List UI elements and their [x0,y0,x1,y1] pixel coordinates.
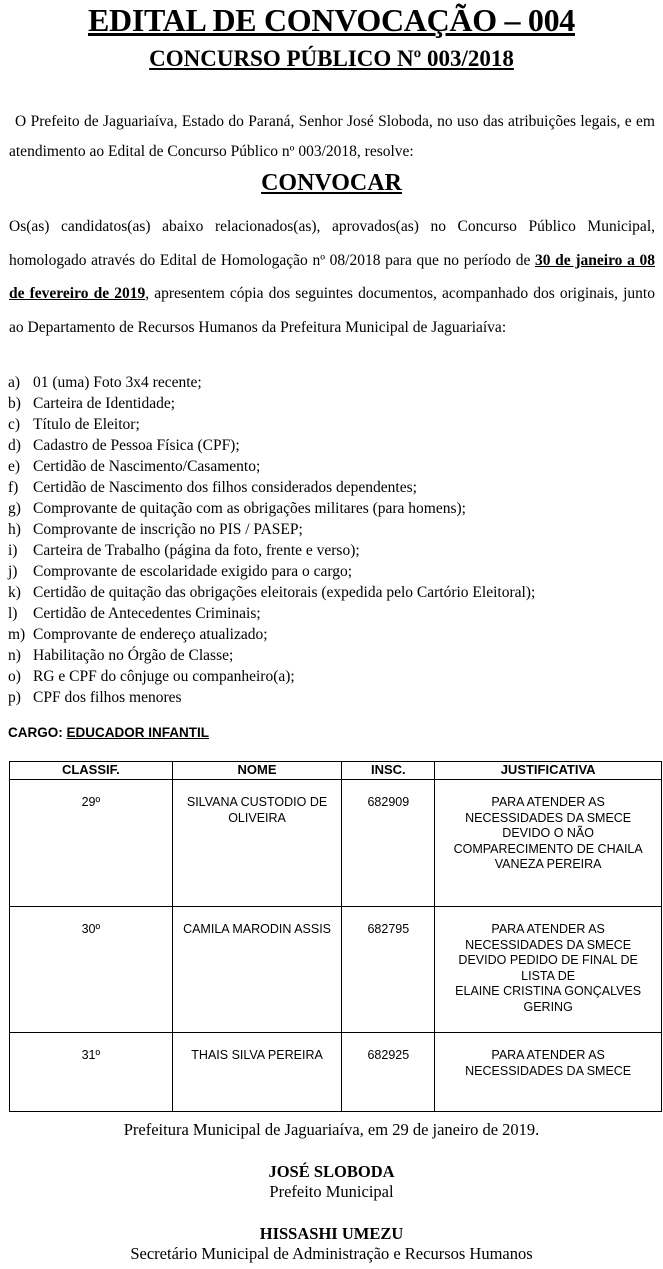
document-item-text: Cadastro de Pessoa Física (CPF); [33,437,240,454]
submission-period: 30 de janeiro a 08 de fevereiro de 2019 [9,251,655,302]
documents-list [8,372,658,708]
justificativa-line: NECESSIDADES DA SMECE [465,937,632,952]
document-item-letter: a) [8,374,21,391]
cell-justificativa [435,1033,662,1112]
document-item [8,603,658,624]
column-header-justificativa: JUSTIFICATIVA [435,762,662,780]
table-header-row [10,762,662,780]
table-row [10,907,662,1033]
justificativa-line: PARA ATENDER AS [491,922,605,936]
cell-insc: 682795 [342,907,435,1033]
table-row [10,780,662,907]
convocar-heading: CONVOCAR [261,170,402,196]
document-item [8,498,658,519]
document-item [8,582,658,603]
justificativa-line: NECESSIDADES DA SMECE [465,1063,632,1078]
document-item-letter: h) [8,521,21,538]
cell-justificativa [435,780,662,907]
signer-mayor-role: Prefeito Municipal [269,1182,394,1201]
document-item-letter: c) [8,416,21,433]
document-item-letter: i) [8,542,18,559]
signer-mayor-name: JOSÉ SLOBODA [268,1162,395,1181]
document-item-letter: k) [8,584,21,601]
document-item-letter: n) [8,647,21,664]
column-header-classif: CLASSIF. [10,762,173,780]
document-item [8,561,658,582]
document-item-text: Certidão de Antecedentes Criminais; [33,605,261,622]
document-item-letter: f) [8,479,19,496]
table-row [10,1033,662,1112]
justificativa-line: GERING [523,999,573,1014]
body-text-part1: Os(as) candidatos(as) abaixo relacionados(as), aprovados(as) no Concurso Público Municipal, homologado através do Edital de Homologação nº 08/2018 para que no período de [9,218,655,269]
document-item-text: Habilitação no Órgão de Classe; [33,647,234,664]
signer-secretary-name: HISSASHI UMEZU [259,1224,404,1243]
document-item-text: Certidão de Nascimento/Casamento; [33,458,261,475]
document-item-letter: p) [8,689,21,706]
justificativa-line: PARA ATENDER AS [491,1048,605,1062]
document-item [8,624,658,645]
cell-nome: SILVANA CUSTODIO DE OLIVEIRA [172,780,342,907]
signer-secretary-role: Secretário Municipal de Administração e Recursos Humanos [130,1244,533,1263]
cell-classif: 29º [10,780,173,907]
document-item [8,540,658,561]
document-title: EDITAL DE CONVOCAÇÃO – 004 [87,2,575,38]
cargo-value: EDUCADOR INFANTIL [66,725,210,740]
column-header-nome: NOME [172,762,342,780]
document-item [8,393,658,414]
justificativa-line: COMPARECIMENTO DE CHAILA [453,841,643,856]
document-item [8,666,658,687]
document-item-text: Certidão de Nascimento dos filhos considerados dependentes; [33,479,417,496]
document-item-text: Comprovante de inscrição no PIS / PASEP; [33,521,303,538]
document-item-text: Comprovante de quitação com as obrigações militares (para homens); [33,500,466,517]
body-text-part2: , apresentem cópia dos seguintes documentos, acompanhado dos originais, junto ao Departamento de Recursos Humanos da Prefeitura Municipal de Jaguariaíva: [9,285,655,336]
document-item-text: 01 (uma) Foto 3x4 recente; [33,374,202,391]
body-paragraph [9,210,655,344]
document-item-text: Carteira de Identidade; [33,395,176,412]
column-header-insc: INSC. [342,762,435,780]
cell-insc: 682909 [342,780,435,907]
intro-paragraph: O Prefeito de Jaguariaíva, Estado do Paraná, Senhor José Sloboda, no uso das atribuições legais, e em atendimento ao Edital de Concurso Público nº 003/2018, resolve: [9,113,655,160]
cell-insc: 682925 [342,1033,435,1112]
document-item-text: Comprovante de endereço atualizado; [33,626,268,643]
document-item [8,414,658,435]
document-item-text: Carteira de Trabalho (página da foto, frente e verso); [33,542,360,559]
document-item [8,435,658,456]
cell-classif: 31º [10,1033,173,1112]
cell-justificativa [435,907,662,1033]
candidates-table [9,761,662,1112]
cargo-label: CARGO: [8,725,63,740]
justificativa-line: VANEZA PEREIRA [494,857,602,871]
cell-nome: CAMILA MARODIN ASSIS [172,907,342,1033]
document-item-letter: l) [8,605,18,622]
document-item [8,372,658,393]
document-item [8,687,658,708]
justificativa-line: DEVIDO O NÃO [502,826,594,840]
document-item-text: CPF dos filhos menores [33,689,182,706]
document-item-text: RG e CPF do cônjuge ou companheiro(a); [33,668,295,685]
document-item [8,456,658,477]
justificativa-line: DEVIDO PEDIDO DE FINAL DE [458,953,638,967]
document-subtitle: CONCURSO PÚBLICO Nº 003/2018 [149,46,514,71]
justificativa-line: ELAINE CRISTINA GONÇALVES [455,984,642,998]
document-item-letter: d) [8,437,21,454]
document-item-letter: g) [8,500,21,517]
document-item [8,519,658,540]
document-item-text: Título de Eleitor; [33,416,140,433]
justificativa-line: LISTA DE [521,968,576,983]
document-item-letter: m) [8,626,26,643]
document-item-letter: e) [8,458,21,475]
justificativa-line: NECESSIDADES DA SMECE [465,810,632,825]
document-item-text: Comprovante de escolaridade exigido para o cargo; [33,563,353,580]
document-item-text: Certidão de quitação das obrigações eleitorais (expedida pelo Cartório Eleitoral); [33,584,536,601]
place-date: Prefeitura Municipal de Jaguariaíva, em 29 de janeiro de 2019. [123,1120,540,1139]
cell-classif: 30º [10,907,173,1033]
cargo-line [8,725,209,740]
document-item [8,477,658,498]
document-item-letter: j) [8,563,18,580]
cell-nome: THAIS SILVA PEREIRA [172,1033,342,1112]
document-item-letter: b) [8,395,21,412]
justificativa-line: PARA ATENDER AS [491,795,605,809]
document-item-letter: o) [8,668,21,685]
document-item [8,645,658,666]
